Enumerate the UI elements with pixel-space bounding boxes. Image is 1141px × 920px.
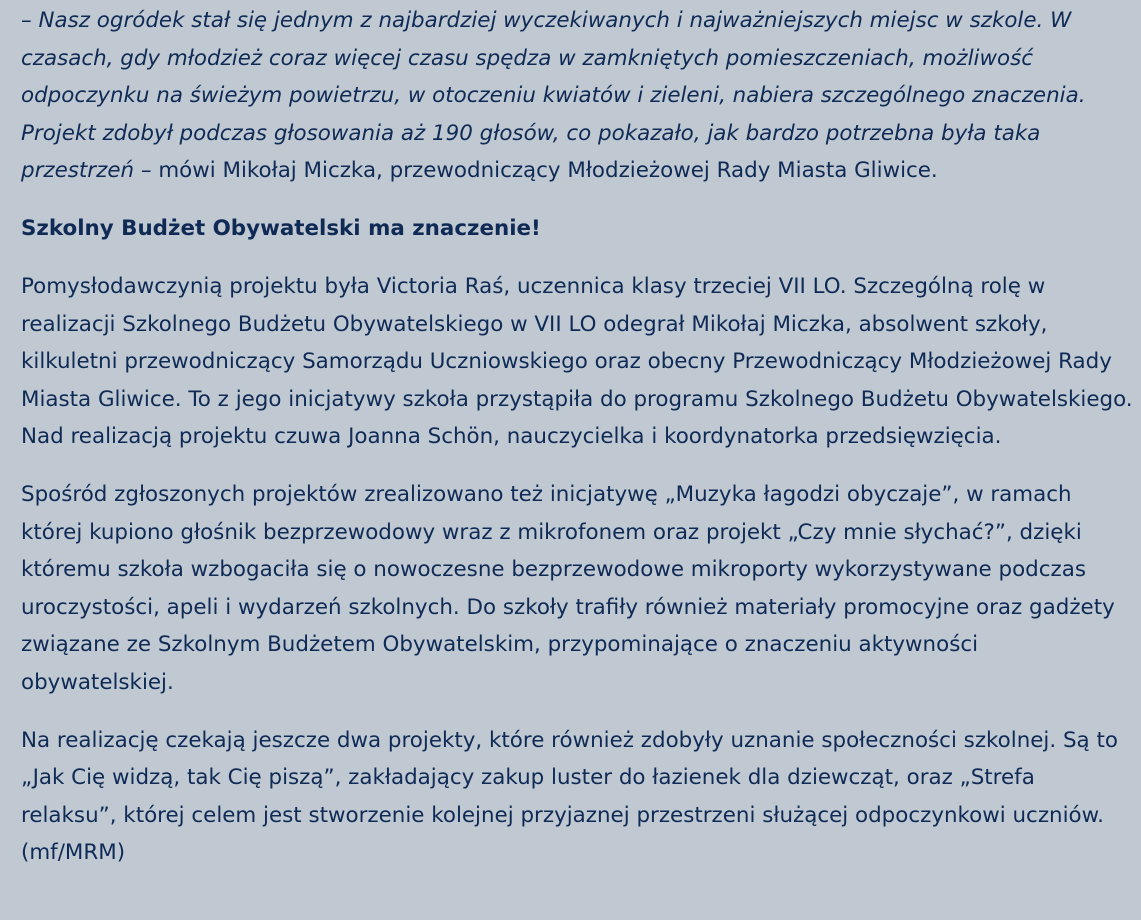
quote-paragraph bbox=[21, 2, 1133, 190]
paragraph-completed-projects: Spośród zgłoszonych projektów zrealizowano też inicjatywę „Muzyka łagodzi obyczaje”, w ramach której kupiono głośnik bezprzewodowy wraz z mikrofonem oraz projekt „Czy mnie słychać?”, dzięki któremu szkoła wzbogaciła się o nowoczesne bezprzewodowe mikroporty wykorzystywane podczas uroczystości, apeli i wydarzeń szkolnych. Do szkoły trafiły również materiały promocyjne oraz gadżety związane ze Szkolnym Budżetem Obywatelskim, przypominające o znaczeniu aktywności obywatelskiej. bbox=[21, 482, 1115, 695]
article-body bbox=[21, 2, 1133, 892]
quote-text: Nasz ogródek stał się jednym z najbardziej wyczekiwanych i najważniejszych miejsc w szkole. W czasach, gdy młodzież coraz więcej czasu spędza w zamkniętych pomieszczeniach, możliwość odpoczynku na świeżym powietrzu, w otoczeniu kwiatów i zieleni, nabiera szczególnego znaczenia. Projekt zdobył podczas głosowania aż 190 głosów, co pokazało, jak bardzo potrzebna była taka przestrzeń bbox=[21, 8, 1086, 183]
paragraph-pending-projects: Na realizację czekają jeszcze dwa projekty, które również zdobyły uznanie społeczności szkolnej. Są to „Jak Cię widzą, tak Cię piszą”, zakładający zakup luster do łazienek dla dziewcząt, oraz „Strefa relaksu”, której celem jest stworzenie kolejnej przyjaznej przestrzeni służącej odpoczynkowi uczniów. (mf/MRM) bbox=[21, 727, 1118, 865]
quote-attribution: – mówi Mikołaj Miczka, przewodniczący Młodzieżowej Rady Miasta Gliwice. bbox=[134, 158, 938, 183]
section-heading: Szkolny Budżet Obywatelski ma znaczenie! bbox=[21, 216, 541, 241]
quote-dash: – bbox=[21, 8, 39, 33]
paragraph-project-authors: Pomysłodawczynią projektu była Victoria Raś, uczennica klasy trzeciej VII LO. Szczególną rolę w realizacji Szkolnego Budżetu Obywatelskiego w VII LO odegrał Mikołaj Miczka, absolwent szkoły, kilkuletni przewodniczący Samorządu Uczniowskiego oraz obecny Przewodniczący Młodzieżowej Rady Miasta Gliwice. To z jego inicjatywy szkoła przystąpiła do programu Szkolnego Budżetu Obywatelskiego. Nad realizacją projektu czuwa Joanna Schön, nauczycielka i koordynatorka przedsięwzięcia. bbox=[21, 274, 1133, 449]
